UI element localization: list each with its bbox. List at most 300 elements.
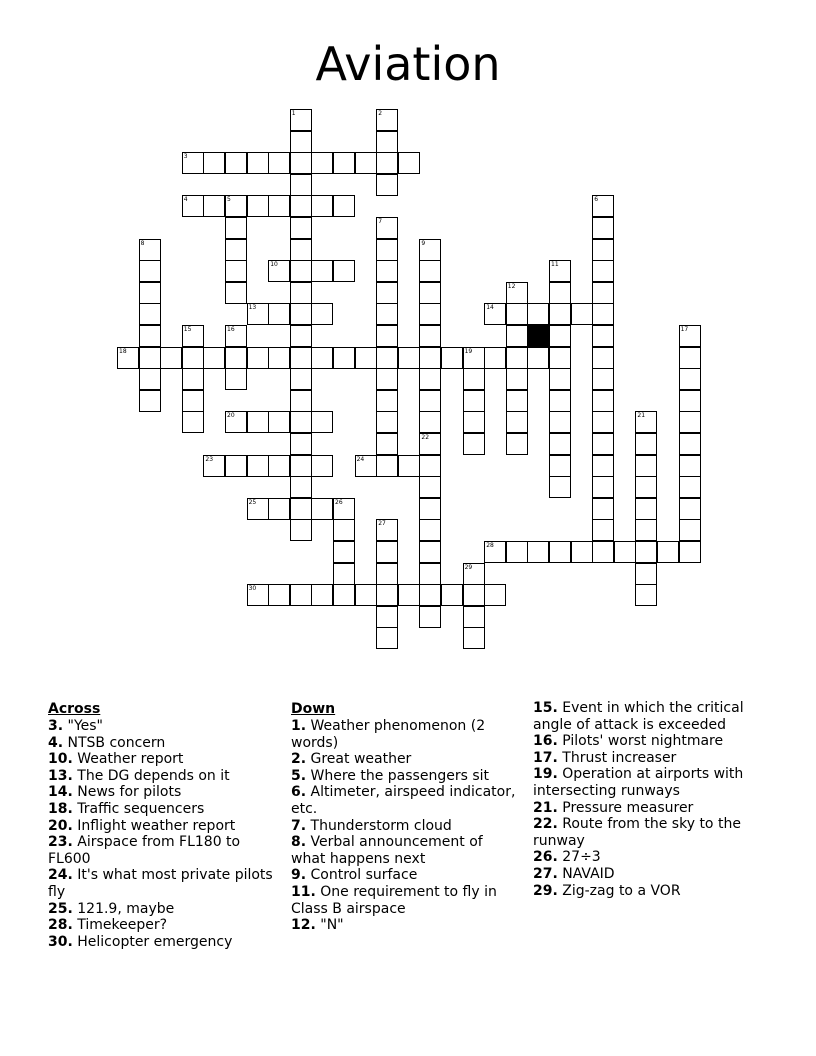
- grid-cell[interactable]: [139, 282, 161, 304]
- clue-number: 18.: [48, 800, 73, 817]
- grid-cell[interactable]: [592, 303, 614, 325]
- clue-text: The DG depends on it: [72, 767, 230, 784]
- grid-cell[interactable]: [441, 584, 463, 606]
- cell-number: 17: [680, 326, 689, 333]
- clue-item: [533, 866, 763, 883]
- grid-cell[interactable]: [311, 195, 333, 217]
- grid-cell[interactable]: [549, 390, 571, 412]
- grid-cell[interactable]: [419, 282, 441, 304]
- grid-cell[interactable]: [290, 476, 312, 498]
- grid-cell[interactable]: [592, 498, 614, 520]
- grid-cell[interactable]: [182, 195, 204, 217]
- clue-text: Helicopter emergency: [72, 933, 233, 950]
- grid-cell[interactable]: [376, 627, 398, 649]
- clue-number: 7.: [291, 817, 307, 834]
- grid-cell[interactable]: [592, 282, 614, 304]
- grid-cell[interactable]: [139, 303, 161, 325]
- grid-cell[interactable]: [268, 303, 290, 325]
- clue-text: "N": [315, 917, 344, 934]
- grid-cell[interactable]: [139, 368, 161, 390]
- grid-cell[interactable]: [679, 541, 701, 563]
- clue-text: "Yes": [63, 718, 103, 734]
- grid-cell[interactable]: [376, 131, 398, 153]
- clue-number: 23.: [48, 834, 73, 851]
- puzzle-title: Aviation: [315, 37, 501, 91]
- grid-cell[interactable]: [549, 282, 571, 304]
- grid-cell[interactable]: [463, 390, 485, 412]
- grid-cell[interactable]: [225, 282, 247, 304]
- grid-cell[interactable]: [268, 260, 290, 282]
- clue-item: [291, 768, 519, 785]
- clue-number: 30.: [48, 933, 73, 950]
- clue-number: 28.: [48, 917, 73, 934]
- grid-cell[interactable]: [679, 325, 701, 347]
- grid-cell[interactable]: [290, 109, 312, 131]
- grid-cell[interactable]: [506, 303, 528, 325]
- grid-cell[interactable]: [139, 260, 161, 282]
- grid-cell[interactable]: [247, 303, 269, 325]
- grid-cell[interactable]: [484, 303, 506, 325]
- grid-cell[interactable]: [635, 433, 657, 455]
- grid-cell[interactable]: [419, 584, 441, 606]
- grid-cell[interactable]: [225, 152, 247, 174]
- grid-cell[interactable]: [398, 347, 420, 369]
- grid-cell[interactable]: [376, 152, 398, 174]
- grid-cell[interactable]: [225, 260, 247, 282]
- cell-number: 16: [227, 326, 235, 333]
- grid-cell[interactable]: [247, 152, 269, 174]
- grid-cell[interactable]: [592, 476, 614, 498]
- grid-cell[interactable]: [506, 282, 528, 304]
- clue-text: Operation at airports with intersecting runways: [533, 766, 744, 799]
- grid-cell[interactable]: [376, 411, 398, 433]
- cell-number: 30: [248, 585, 257, 593]
- grid-cell[interactable]: [355, 152, 377, 174]
- cell-number: 10: [270, 261, 278, 269]
- grid-cell[interactable]: [506, 390, 528, 412]
- grid-cell[interactable]: [398, 584, 420, 606]
- clue-number: 1.: [291, 718, 307, 734]
- grid-cell[interactable]: [592, 195, 614, 217]
- grid-cell[interactable]: [333, 195, 355, 217]
- grid-cell[interactable]: [247, 411, 269, 433]
- grid-cell[interactable]: [225, 368, 247, 390]
- grid-cell[interactable]: [506, 541, 528, 563]
- clue-number: 10.: [48, 751, 73, 768]
- grid-cell[interactable]: [592, 325, 614, 347]
- grid-cell[interactable]: [376, 260, 398, 282]
- grid-cell[interactable]: [419, 476, 441, 498]
- grid-cell[interactable]: [549, 455, 571, 477]
- grid-cell[interactable]: [225, 195, 247, 217]
- clue-text: It's what most private pilots fly: [48, 867, 273, 900]
- grid-cell[interactable]: [419, 541, 441, 563]
- grid-cell[interactable]: [463, 411, 485, 433]
- grid-cell[interactable]: [139, 325, 161, 347]
- grid-cell[interactable]: [614, 541, 636, 563]
- grid-cell[interactable]: [182, 325, 204, 347]
- grid-cell[interactable]: [376, 455, 398, 477]
- down-clues-continued: [533, 700, 763, 899]
- grid-cell[interactable]: [182, 347, 204, 369]
- cell-number: 20: [227, 412, 235, 420]
- grid-cell[interactable]: [290, 433, 312, 455]
- grid-cell[interactable]: [311, 303, 333, 325]
- grid-cell[interactable]: [333, 152, 355, 174]
- grid-cell[interactable]: [571, 303, 593, 325]
- clue-text: News for pilots: [72, 784, 182, 801]
- grid-cell[interactable]: [549, 541, 571, 563]
- grid-cell[interactable]: [290, 217, 312, 239]
- grid-cell[interactable]: [355, 584, 377, 606]
- grid-cell[interactable]: [333, 498, 355, 520]
- grid-cell[interactable]: [203, 347, 225, 369]
- grid-cell[interactable]: [419, 347, 441, 369]
- clue-item: [533, 800, 763, 817]
- grid-cell[interactable]: [679, 411, 701, 433]
- clue-text: Event in which the critical angle of attack is exceeded: [533, 700, 744, 733]
- grid-cell[interactable]: [290, 368, 312, 390]
- cell-number: 18: [119, 347, 127, 355]
- grid-cell[interactable]: [247, 584, 269, 606]
- grid-cell[interactable]: [290, 282, 312, 304]
- grid-cell[interactable]: [463, 606, 485, 628]
- grid-cell[interactable]: [376, 563, 398, 585]
- grid-cell[interactable]: [463, 627, 485, 649]
- grid-cell[interactable]: [592, 433, 614, 455]
- grid-cell[interactable]: [290, 195, 312, 217]
- grid-cell[interactable]: [506, 411, 528, 433]
- grid-cell[interactable]: [419, 563, 441, 585]
- grid-cell[interactable]: [571, 541, 593, 563]
- cell-number: 29: [464, 563, 473, 571]
- grid-cell[interactable]: [225, 347, 247, 369]
- grid-cell[interactable]: [311, 347, 333, 369]
- clue-item: [48, 834, 273, 867]
- grid-cell[interactable]: [290, 260, 312, 282]
- cell-number: 6: [594, 196, 599, 204]
- clue-item: [48, 768, 273, 785]
- grid-cell[interactable]: [268, 411, 290, 433]
- grid-cell[interactable]: [376, 217, 398, 239]
- grid-cell[interactable]: [527, 303, 549, 325]
- grid-cell[interactable]: [268, 195, 290, 217]
- clue-item: [291, 718, 519, 751]
- grid-cell[interactable]: [376, 541, 398, 563]
- grid-cell[interactable]: [592, 519, 614, 541]
- clue-number: 9.: [291, 867, 307, 884]
- grid-cell[interactable]: [355, 455, 377, 477]
- clue-item: [291, 884, 519, 917]
- grid-cell[interactable]: [484, 584, 506, 606]
- clue-text: Thrust increaser: [557, 749, 677, 766]
- grid-cell[interactable]: [376, 606, 398, 628]
- clue-text: Route from the sky to the runway: [533, 816, 741, 849]
- grid-cell[interactable]: [419, 303, 441, 325]
- grid-cell[interactable]: [419, 325, 441, 347]
- grid-cell[interactable]: [635, 541, 657, 563]
- cell-number: 26: [335, 498, 343, 506]
- grid-cell[interactable]: [247, 498, 269, 520]
- grid-cell[interactable]: [376, 109, 398, 131]
- clue-item: [48, 867, 273, 900]
- grid-cell[interactable]: [376, 282, 398, 304]
- grid-cell[interactable]: [225, 325, 247, 347]
- clue-number: 27.: [533, 865, 558, 882]
- grid-cell[interactable]: [506, 347, 528, 369]
- grid-cell[interactable]: [635, 476, 657, 498]
- grid-cell[interactable]: [592, 239, 614, 261]
- clue-text: One requirement to fly in Class B airspace: [291, 883, 497, 917]
- grid-cell[interactable]: [268, 584, 290, 606]
- grid-cell[interactable]: [419, 239, 441, 261]
- grid-cell[interactable]: [484, 347, 506, 369]
- grid-cell[interactable]: [333, 541, 355, 563]
- clue-text: NTSB concern: [63, 734, 166, 751]
- grid-cell[interactable]: [376, 325, 398, 347]
- grid-cell[interactable]: [484, 541, 506, 563]
- grid-cell[interactable]: [549, 303, 571, 325]
- clue-text: Control surface: [306, 867, 418, 884]
- grid-cell[interactable]: [290, 584, 312, 606]
- clue-item: [48, 934, 273, 951]
- grid-cell[interactable]: [463, 563, 485, 585]
- grid-cell[interactable]: [419, 606, 441, 628]
- grid-cell[interactable]: [290, 131, 312, 153]
- grid-cell[interactable]: [311, 584, 333, 606]
- grid-cell[interactable]: [225, 455, 247, 477]
- grid-cell[interactable]: [182, 152, 204, 174]
- clue-text: Airspace from FL180 to FL600: [48, 834, 241, 867]
- grid-cell[interactable]: [506, 433, 528, 455]
- grid-cell[interactable]: [376, 519, 398, 541]
- grid-cell[interactable]: [225, 239, 247, 261]
- grid-cell[interactable]: [139, 239, 161, 261]
- cell-number: 14: [486, 304, 494, 312]
- clue-number: 14.: [48, 784, 73, 801]
- grid-cell[interactable]: [398, 152, 420, 174]
- grid-cell[interactable]: [635, 563, 657, 585]
- clue-number: 21.: [533, 799, 558, 816]
- grid-cell[interactable]: [139, 347, 161, 369]
- grid-cell[interactable]: [679, 519, 701, 541]
- grid-cell[interactable]: [463, 433, 485, 455]
- grid-cell[interactable]: [635, 498, 657, 520]
- cell-number: 3: [183, 153, 188, 161]
- clue-item: [48, 818, 273, 835]
- grid-cell[interactable]: [290, 303, 312, 325]
- cell-number: 22: [421, 434, 430, 441]
- clue-number: 4.: [48, 734, 64, 751]
- clue-item: [48, 801, 273, 818]
- grid-cell[interactable]: [225, 411, 247, 433]
- clue-text: Great weather: [306, 751, 412, 768]
- grid-cell[interactable]: [290, 390, 312, 412]
- grid-cell[interactable]: [333, 260, 355, 282]
- grid-cell[interactable]: [419, 498, 441, 520]
- grid-cell[interactable]: [203, 455, 225, 477]
- grid-cell[interactable]: [311, 455, 333, 477]
- grid-cell[interactable]: [549, 476, 571, 498]
- grid-cell[interactable]: [419, 390, 441, 412]
- cell-number: 13: [248, 304, 257, 312]
- grid-cell[interactable]: [290, 347, 312, 369]
- clue-number: 15.: [533, 700, 558, 716]
- clue-text: Traffic sequencers: [72, 800, 205, 817]
- grid-cell[interactable]: [333, 563, 355, 585]
- grid-cell[interactable]: [679, 455, 701, 477]
- grid-cell[interactable]: [549, 325, 571, 347]
- grid-cell[interactable]: [592, 455, 614, 477]
- grid-cell[interactable]: [355, 347, 377, 369]
- grid-cell[interactable]: [290, 519, 312, 541]
- cell-number: 1: [291, 110, 296, 117]
- grid-cell[interactable]: [441, 347, 463, 369]
- clue-number: 12.: [291, 917, 316, 934]
- grid-cell[interactable]: [290, 174, 312, 196]
- grid-cell[interactable]: [139, 390, 161, 412]
- grid-cell[interactable]: [311, 260, 333, 282]
- grid-cell[interactable]: [419, 455, 441, 477]
- grid-cell[interactable]: [419, 260, 441, 282]
- grid-cell[interactable]: [506, 325, 528, 347]
- clue-number: 5.: [291, 767, 307, 784]
- grid-cell[interactable]: [527, 347, 549, 369]
- clue-item: [291, 818, 519, 835]
- grid-cell[interactable]: [311, 411, 333, 433]
- grid-cell[interactable]: [311, 152, 333, 174]
- grid-cell[interactable]: [311, 498, 333, 520]
- grid-cell[interactable]: [398, 455, 420, 477]
- grid-cell[interactable]: [679, 433, 701, 455]
- grid-cell[interactable]: [549, 347, 571, 369]
- grid-cell[interactable]: [376, 390, 398, 412]
- grid-cell[interactable]: [549, 433, 571, 455]
- grid-cell[interactable]: [635, 411, 657, 433]
- grid-cell[interactable]: [290, 325, 312, 347]
- grid-cell[interactable]: [506, 368, 528, 390]
- grid-cell[interactable]: [679, 476, 701, 498]
- grid-cell[interactable]: [268, 455, 290, 477]
- grid-cell[interactable]: [463, 584, 485, 606]
- grid-cell[interactable]: [333, 584, 355, 606]
- clue-text: 27÷3: [557, 849, 601, 866]
- cell-number: 19: [464, 347, 473, 355]
- grid-cell[interactable]: [117, 347, 139, 369]
- grid-cell[interactable]: [247, 455, 269, 477]
- clue-item: [291, 784, 519, 817]
- grid-cell[interactable]: [419, 519, 441, 541]
- clue-number: 6.: [291, 784, 307, 801]
- grid-cell[interactable]: [376, 368, 398, 390]
- clue-item: [533, 883, 763, 900]
- grid-cell[interactable]: [376, 347, 398, 369]
- grid-cell[interactable]: [527, 541, 549, 563]
- grid-cell[interactable]: [463, 347, 485, 369]
- grid-cell[interactable]: [679, 368, 701, 390]
- grid-cell[interactable]: [549, 411, 571, 433]
- grid-cell[interactable]: [419, 411, 441, 433]
- grid-cell[interactable]: [592, 368, 614, 390]
- cell-number: 2: [378, 110, 383, 117]
- grid-cell[interactable]: [592, 411, 614, 433]
- grid-cell[interactable]: [679, 498, 701, 520]
- grid-cell[interactable]: [635, 584, 657, 606]
- grid-cell[interactable]: [268, 498, 290, 520]
- grid-cell[interactable]: [225, 217, 247, 239]
- cell-number: 23: [205, 455, 214, 463]
- grid-cell[interactable]: [290, 152, 312, 174]
- grid-cell[interactable]: [203, 195, 225, 217]
- clue-item: [533, 816, 763, 849]
- clue-item: [533, 700, 763, 733]
- cell-number: 5: [227, 196, 231, 204]
- grid-cell[interactable]: [419, 433, 441, 455]
- grid-cell[interactable]: [679, 347, 701, 369]
- grid-cell[interactable]: [182, 390, 204, 412]
- clue-item: [291, 751, 519, 768]
- clue-number: 11.: [291, 883, 316, 900]
- grid-cell[interactable]: [679, 390, 701, 412]
- grid-cell[interactable]: [419, 368, 441, 390]
- grid-cell[interactable]: [463, 368, 485, 390]
- grid-cell[interactable]: [290, 455, 312, 477]
- grid-cell[interactable]: [290, 498, 312, 520]
- clue-text: NAVAID: [557, 865, 615, 882]
- clue-number: 19.: [533, 766, 558, 783]
- grid-cell[interactable]: [635, 455, 657, 477]
- clue-number: 26.: [533, 849, 558, 866]
- grid-cell[interactable]: [592, 260, 614, 282]
- grid-cell[interactable]: [549, 368, 571, 390]
- clue-number: 20.: [48, 817, 73, 834]
- grid-cell[interactable]: [247, 195, 269, 217]
- clue-item: [291, 834, 519, 867]
- grid-cell[interactable]: [290, 239, 312, 261]
- grid-cell[interactable]: [549, 260, 571, 282]
- grid-cell[interactable]: [160, 347, 182, 369]
- grid-cell[interactable]: [592, 541, 614, 563]
- grid-cell[interactable]: [376, 303, 398, 325]
- grid-cell[interactable]: [376, 584, 398, 606]
- grid-cell[interactable]: [657, 541, 679, 563]
- grid-cell[interactable]: [333, 519, 355, 541]
- grid-cell[interactable]: [268, 152, 290, 174]
- clue-text: Pressure measurer: [557, 799, 694, 816]
- grid-cell[interactable]: [203, 152, 225, 174]
- grid-cell[interactable]: [635, 519, 657, 541]
- grid-cell[interactable]: [182, 411, 204, 433]
- cell-number: 7: [378, 218, 383, 225]
- clue-item: [48, 735, 273, 752]
- grid-cell[interactable]: [376, 239, 398, 261]
- cell-number: 25: [248, 498, 257, 506]
- clue-number: 25.: [48, 900, 73, 917]
- grid-cell[interactable]: [376, 174, 398, 196]
- grid-cell[interactable]: [592, 217, 614, 239]
- grid-cell[interactable]: [182, 368, 204, 390]
- grid-cell[interactable]: [592, 390, 614, 412]
- grid-cell[interactable]: [592, 347, 614, 369]
- grid-cell[interactable]: [268, 347, 290, 369]
- cell-number: 9: [421, 239, 426, 247]
- black-square: [527, 325, 549, 347]
- grid-cell[interactable]: [290, 411, 312, 433]
- grid-cell[interactable]: [376, 433, 398, 455]
- grid-cell[interactable]: [333, 347, 355, 369]
- grid-cell[interactable]: [247, 347, 269, 369]
- down-clues: [291, 700, 519, 934]
